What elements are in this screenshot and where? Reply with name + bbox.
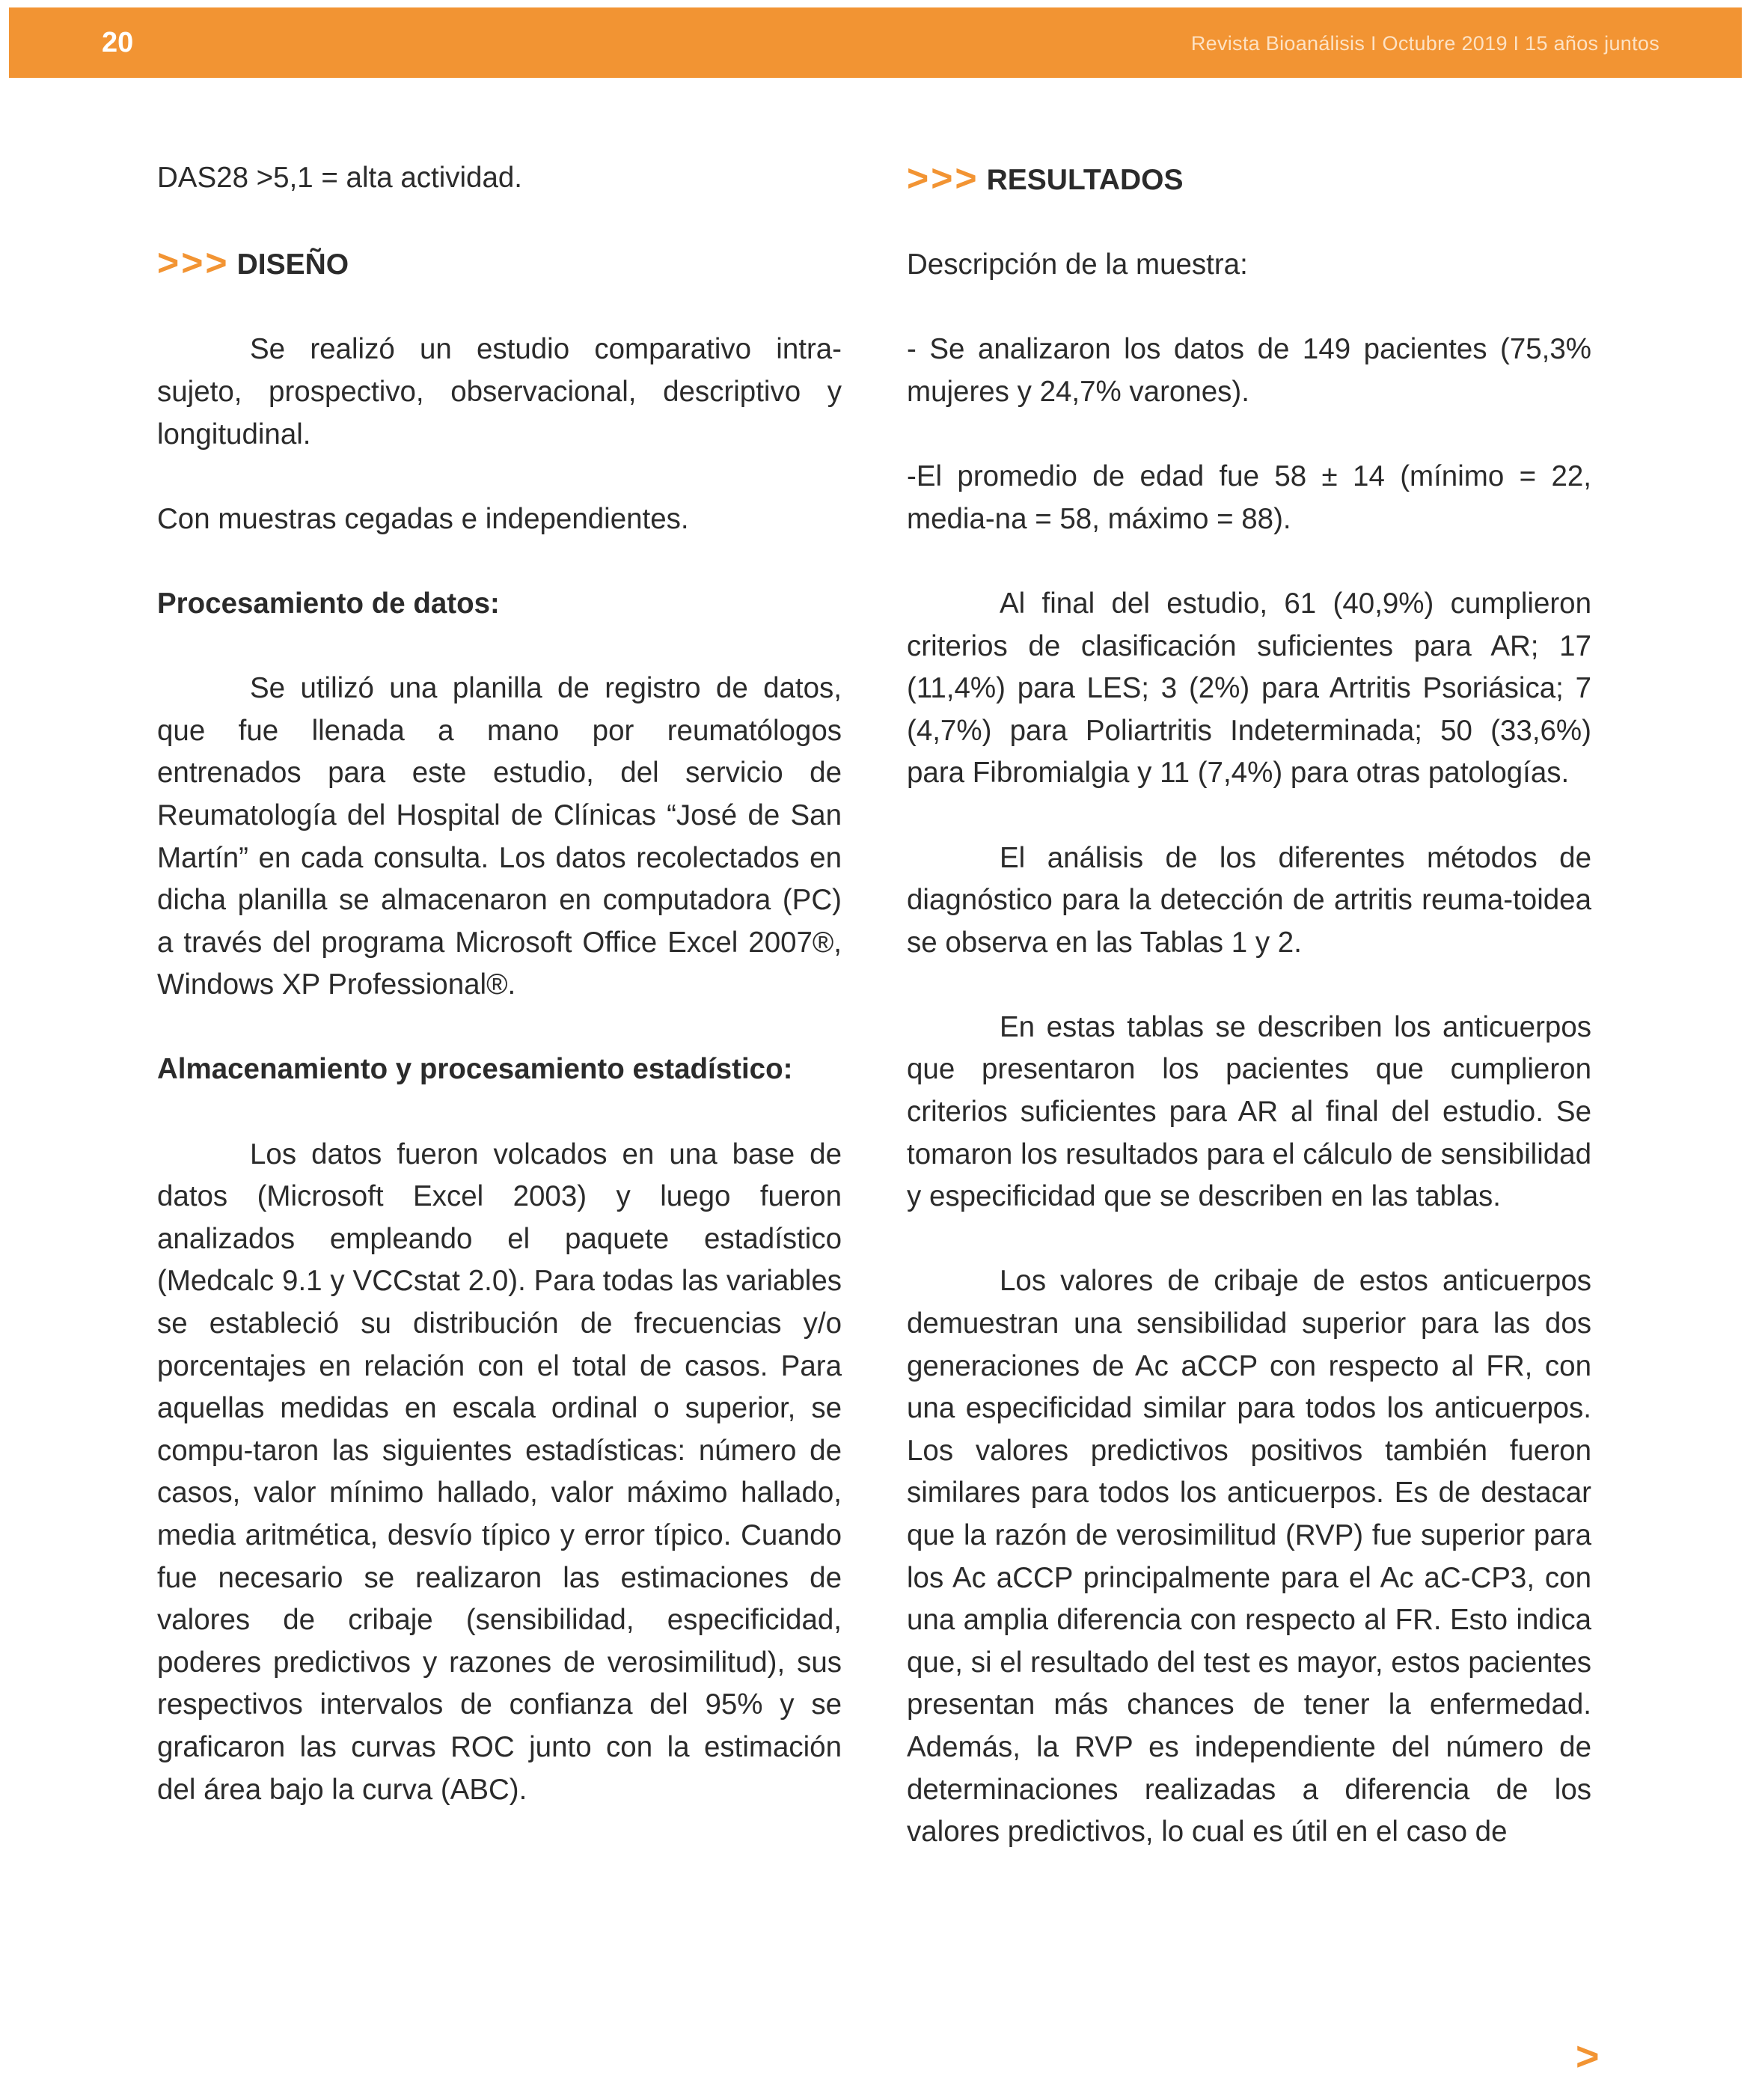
left-column xyxy=(157,157,842,1854)
header-bar xyxy=(9,7,1742,78)
muestras-paragraph: Con muestras cegadas e independientes. xyxy=(157,502,689,535)
chevrons-icon: >>> xyxy=(157,242,230,284)
diseno-paragraph: Se realizó un estudio comparativo intra-sujeto, prospectivo, observacional, descriptivo y longitudinal. xyxy=(157,333,842,451)
criterios-paragraph: Al final del estudio, 61 (40,9%) cumplieron criterios de clasificación suficientes para AR; 17 (11,4%) para LES; 3 (2%) para Artritis Psoriásica; 7 (4,7%) para Poliartritis Indeterminada; 50 (33,6%) para Fibromialgia y 11 (7,4%) para otras patologías. xyxy=(907,587,1591,790)
diseno-heading xyxy=(157,242,842,287)
cribaje-paragraph: Los valores de cribaje de estos anticuerpos demuestran una sensibilidad superior para las dos generaciones de Ac aCCP con respecto al FR, con una especificidad similar para todos los anticuerpos. Los valores predictivos positivos también fueron similares para todos los anticuerpos. Es de destacar que la razón de verosimilitud (RVP) fue superior para los Ac aCCP principalmente para el Ac aC-CP3, con una amplia diferencia con respecto al FR. Esto indica que, si el resultado del test es mayor, estos pacientes presentan más chances de tener la enfermedad. Además, la RVP es independiente del número de determinaciones realizadas a diferencia de los valores predictivos, lo cual es útil en el caso de xyxy=(907,1265,1591,1849)
chevrons-icon: >>> xyxy=(907,157,979,199)
journal-title: Revista Bioanálisis I Octubre 2019 I 15 años juntos xyxy=(1190,32,1659,55)
pacientes-paragraph: - Se analizaron los datos de 149 pacientes (75,3% mujeres y 24,7% varones). xyxy=(907,333,1591,408)
diseno-title: DISEÑO xyxy=(236,248,349,281)
muestra-subheading: Descripción de la muestra: xyxy=(907,248,1248,281)
edad-paragraph: -El promedio de edad fue 58 ± 14 (mínimo = 22, media-na = 58, máximo = 88). xyxy=(907,460,1591,535)
procesamiento-heading: Procesamiento de datos: xyxy=(157,587,500,620)
page-number: 20 xyxy=(102,27,134,58)
almacenamiento-paragraph: Los datos fueron volcados en una base de datos (Microsoft Excel 2003) y luego fueron analizados empleando el paquete estadístico (Medcalc 9.1 y VCCstat 2.0). Para todas las variables se estableció su distribución de frecuencias y/o porcentajes en relación con el total de casos. Para aquellas medidas en escala ordinal o superior, se compu-taron las siguientes estadísticas: número de casos, valor mínimo hallado, valor máximo hallado, media aritmética, desvío típico y error típico. Cuando fue necesario se realizaron las estimaciones de valores de cribaje (sensibilidad, especificidad, poderes predictivos y razones de verosimilitud), sus respectivos intervalos de confianza del 95% y se graficaron las curvas ROC junto con la estimación del área bajo la curva (ABC). xyxy=(157,1138,842,1806)
analisis-paragraph: El análisis de los diferentes métodos de diagnóstico para la detección de artritis reuma-toidea se observa en las Tablas 1 y 2. xyxy=(907,841,1591,959)
tablas-paragraph: En estas tablas se describen los anticuerpos que presentaron los pacientes que cumplieron criterios suficientes para AR al final del estudio. Se tomaron los resultados para el cálculo de sensibilidad y especificidad que se describen en las tablas. xyxy=(907,1010,1591,1213)
right-column xyxy=(907,157,1591,1896)
das28-paragraph: DAS28 >5,1 = alta actividad. xyxy=(157,162,522,194)
procesamiento-paragraph: Se utilizó una planilla de registro de datos, que fue llenada a mano por reumatólogos entrenados para este estudio, del servicio de Reumatología del Hospital de Clínicas “José de San Martín” en cada consulta. Los datos recolectados en dicha planilla se almacenaron en computadora (PC) a través del programa Microsoft Office Excel 2007®, Windows XP Professional®. xyxy=(157,672,842,1001)
resultados-title: RESULTADOS xyxy=(986,164,1184,196)
almacenamiento-heading: Almacenamiento y procesamiento estadístico: xyxy=(157,1053,793,1086)
next-page-arrow-icon[interactable]: > xyxy=(1576,2034,1600,2079)
resultados-heading xyxy=(907,157,1591,202)
